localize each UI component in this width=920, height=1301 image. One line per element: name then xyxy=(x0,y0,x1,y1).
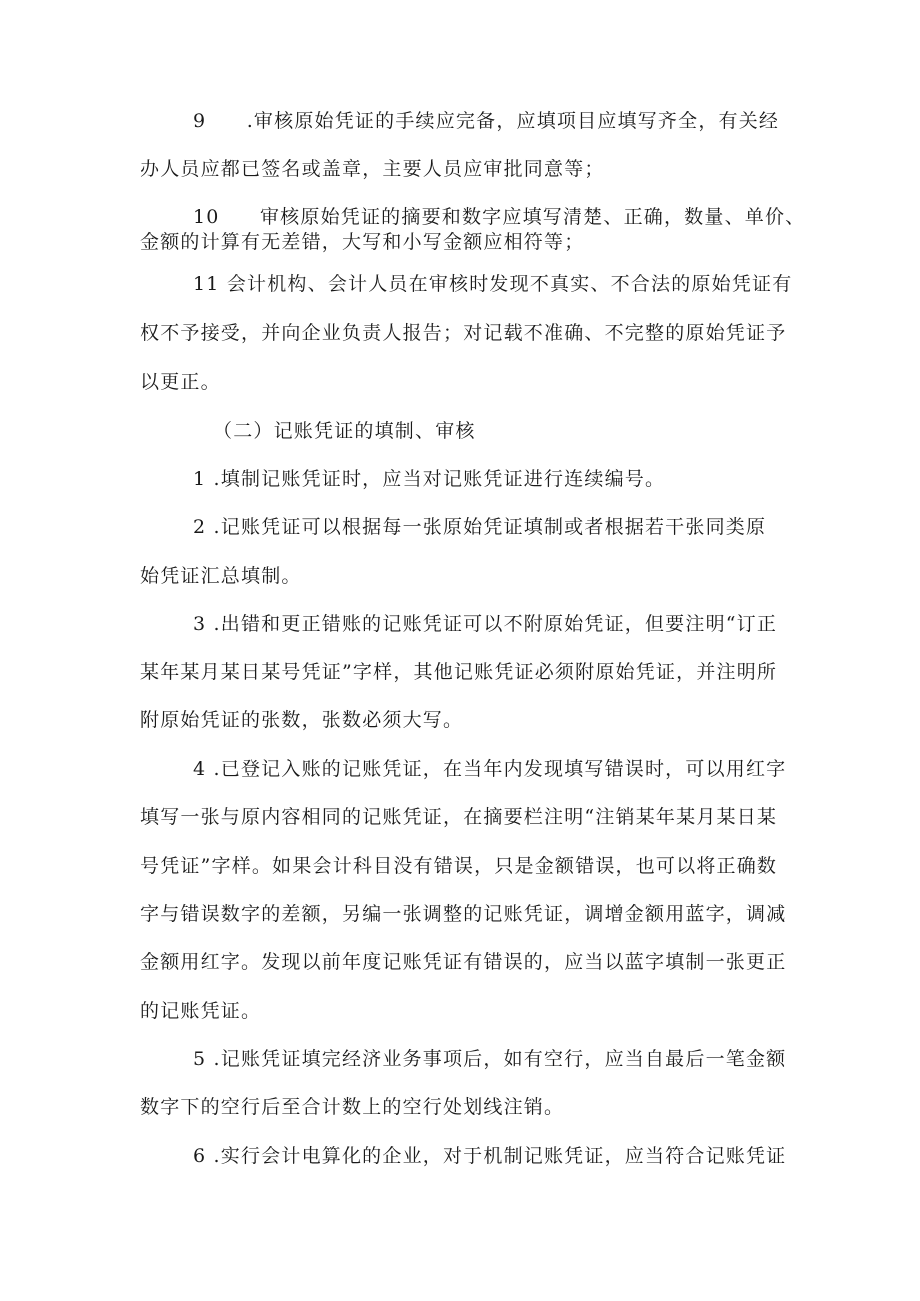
text-line: 字与错误数字的差额，另编一张调整的记账凭证，调增金额用蓝字，调减 xyxy=(140,903,787,925)
text-line: 办人员应都已签名或盖章，主要人员应审批同意等； xyxy=(140,158,605,180)
text-line: 4 .已登记入账的记账凭证，在当年内发现填写错误时，可以用红字 xyxy=(193,758,787,780)
text-line: 附原始凭证的张数，张数必须大写。 xyxy=(140,709,464,731)
text-line: 填写一张与原内容相同的记账凭证，在摘要栏注明“注销某年某月某日某 xyxy=(140,806,778,828)
text-line: 5 .记账凭证填完经济业务事项后，如有空行，应当自最后一笔金额 xyxy=(193,1048,787,1070)
section-heading: （二）记账凭证的填制、审核 xyxy=(213,420,476,442)
text-line: 2 .记账凭证可以根据每一张原始凭证填制或者根据若干张同类原 xyxy=(193,516,767,538)
text-line: 金额的计算有无差错，大写和小写金额应相符等； xyxy=(140,231,585,253)
text-line: 以更正。 xyxy=(140,371,221,393)
text-line: 1 .填制记账凭证时，应当对记账凭证进行连续编号。 xyxy=(193,468,666,490)
text-line: 始凭证汇总填制。 xyxy=(140,565,302,587)
text-line: 金额用红字。发现以前年度记账凭证有错误的，应当以蓝字填制一张更正 xyxy=(140,951,787,973)
text-line: 10 审核原始凭证的摘要和数字应填写清楚、正确，数量、单价、 xyxy=(193,206,806,228)
text-line: 号凭证”字样。如果会计科目没有错误，只是金额错误，也可以将正确数 xyxy=(140,855,778,877)
text-line: 11 会计机构、会计人员在审核时发现不真实、不合法的原始凭证有 xyxy=(193,273,793,295)
text-line: 9 .审核原始凭证的手续应完备，应填项目应填写齐全，有关经 xyxy=(193,110,780,132)
text-line: 的记账凭证。 xyxy=(140,1000,262,1022)
text-line: 3 .出错和更正错账的记账凭证可以不附原始凭证，但要注明“订正 xyxy=(193,613,778,635)
text-line: 6 .实行会计电算化的企业，对于机制记账凭证，应当符合记账凭证 xyxy=(193,1145,787,1167)
text-line: 某年某月某日某号凭证”字样，其他记账凭证必须附原始凭证，并注明所 xyxy=(140,661,778,683)
text-line: 数字下的空行后至合计数上的空行处划线注销。 xyxy=(140,1096,565,1118)
text-line: 权不予接受，并向企业负责人报告；对记载不准确、不完整的原始凭证予 xyxy=(140,322,787,344)
